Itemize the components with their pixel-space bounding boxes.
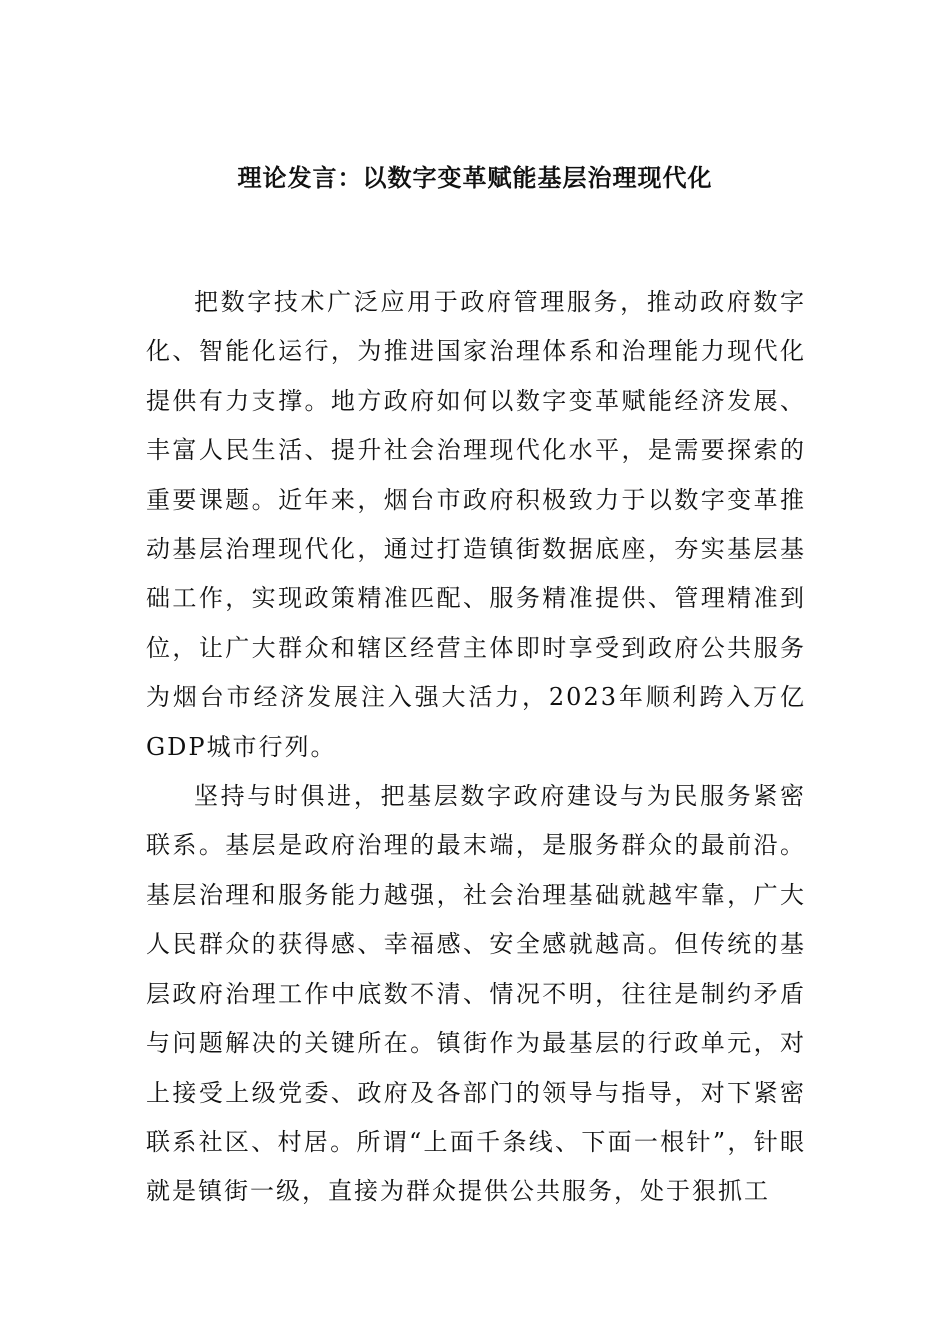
- document-title: 理论发言：以数字变革赋能基层治理现代化: [237, 164, 713, 192]
- document-body: [146, 278, 806, 1217]
- paragraph-2: 坚持与时俱进，把基层数字政府建设与为民服务紧密联系。基层是政府治理的最末端，是服务群众的最前沿。基层治理和服务能力越强，社会治理基础就越牢靠，广大人民群众的获得感、幸福感、安全感就越高。但传统的基层政府治理工作中底数不清、情况不明，往往是制约矛盾与问题解决的关键所在。镇街作为最基层的行政单元，对上接受上级党委、政府及各部门的领导与指导，对下紧密联系社区、村居。所谓“上面千条线、下面一根针”，针眼就是镇街一级，直接为群众提供公共服务，处于狠抓工: [146, 782, 806, 1206]
- paragraph-1: 把数字技术广泛应用于政府管理服务，推动政府数字化、智能化运行，为推进国家治理体系和治理能力现代化提供有力支撑。地方政府如何以数字变革赋能经济发展、丰富人民生活、提升社会治理现代化水平，是需要探索的重要课题。近年来，烟台市政府积极致力于以数字变革推动基层治理现代化，通过打造镇街数据底座，夯实基层基础工作，实现政策精准匹配、服务精准提供、管理精准到位，让广大群众和辖区经营主体即时享受到政府公共服务为烟台市经济发展注入强大活力，2023年顺利跨入万亿GDP城市行列。: [146, 288, 806, 761]
